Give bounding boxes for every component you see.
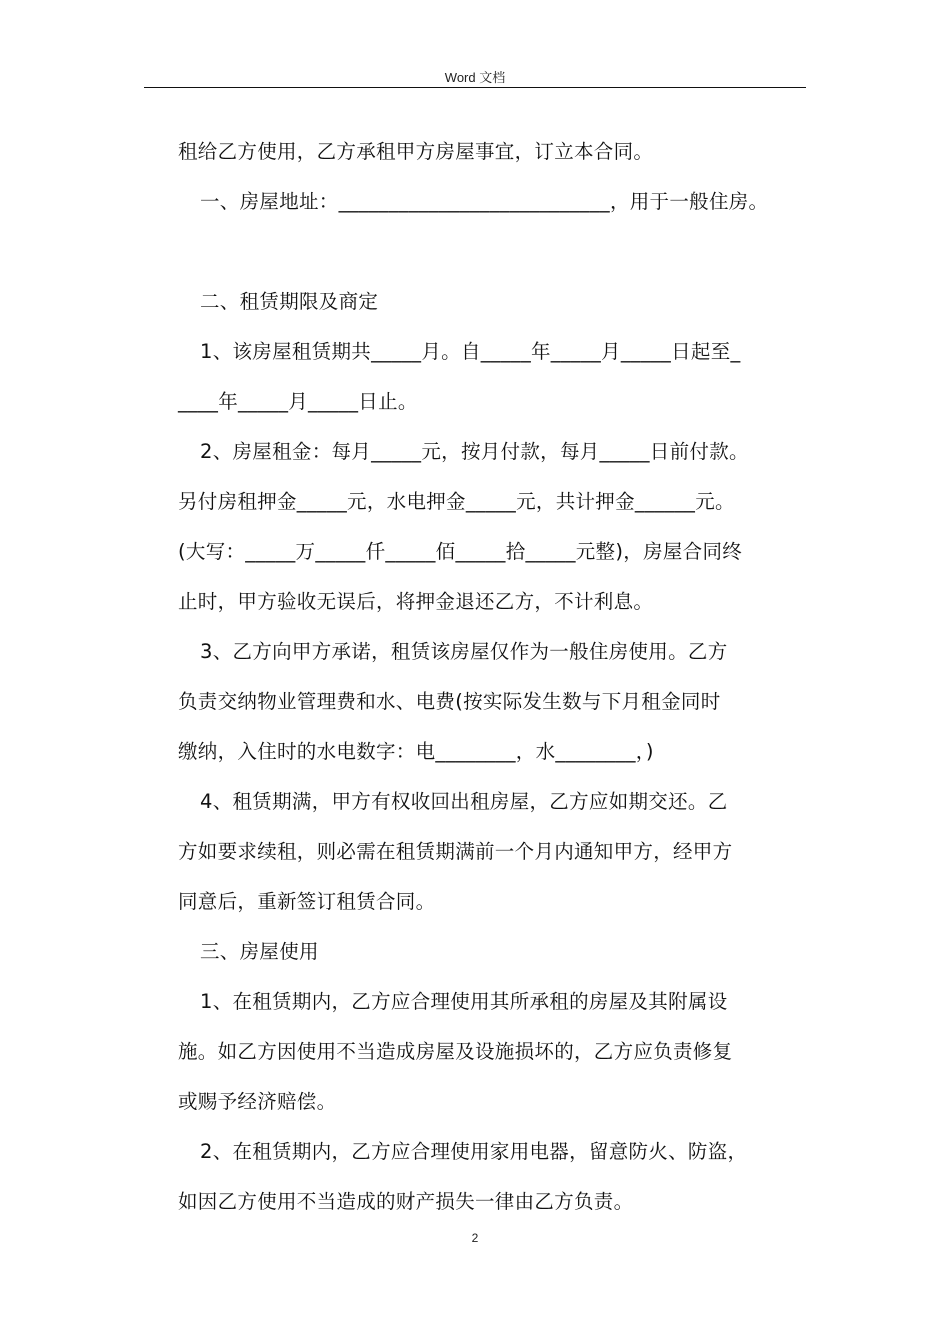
body-line: 4、租赁期满，甲方有权收回出租房屋，乙方应如期交还。乙 (200, 790, 728, 813)
body-line: 3、乙方向甲方承诺，租赁该房屋仅作为一般住房使用。乙方 (200, 640, 728, 663)
body-line: 方如要求续租，则必需在租赁期满前一个月内通知甲方，经甲方 (178, 840, 733, 863)
page-number: 2 (471, 1231, 479, 1245)
body-line: 2、在租赁期内，乙方应合理使用家用电器，留意防火、防盗， (200, 1140, 748, 1163)
body-line: 缴纳，入住时的水电数字：电________，水________，) (178, 740, 654, 763)
section-heading-address: 一、房屋地址：___________________________，用于一般住房。 (200, 190, 769, 213)
body-line: ____年_____月_____日止。 (178, 390, 418, 413)
body-line: 施。如乙方因使用不当造成房屋及设施损坏的，乙方应负责修复 (178, 1040, 733, 1063)
contract-body (178, 127, 818, 1227)
body-line: 1、该房屋租赁期共_____月。自_____年_____月_____日起至_ (200, 340, 741, 363)
body-line: 2、房屋租金：每月_____元，按月付款，每月_____日前付款。 (200, 440, 749, 463)
body-line: 或赐予经济赔偿。 (178, 1090, 337, 1113)
body-line: 负责交纳物业管理费和水、电费(按实际发生数与下月租金同时 (178, 690, 721, 713)
body-line: 1、在租赁期内，乙方应合理使用其所承租的房屋及其附属设 (200, 990, 728, 1013)
body-line: 租给乙方使用，乙方承租甲方房屋事宜，订立本合同。 (178, 140, 654, 163)
section-heading-term: 二、租赁期限及商定 (200, 290, 379, 313)
body-line: 止时，甲方验收无误后，将押金退还乙方，不计利息。 (178, 590, 654, 613)
body-line: 如因乙方使用不当造成的财产损失一律由乙方负责。 (178, 1190, 634, 1213)
header-divider (144, 87, 806, 88)
section-heading-usage: 三、房屋使用 (200, 940, 319, 963)
paragraph-gap (178, 227, 818, 277)
body-line: 同意后，重新签订租赁合同。 (178, 890, 436, 913)
body-line: 另付房租押金_____元，水电押金_____元，共计押金______元。 (178, 490, 735, 513)
body-line: (大写：_____万_____仟_____佰_____拾_____元整)，房屋合同终 (178, 540, 743, 563)
page-header-title: Word 文档 (444, 70, 506, 85)
